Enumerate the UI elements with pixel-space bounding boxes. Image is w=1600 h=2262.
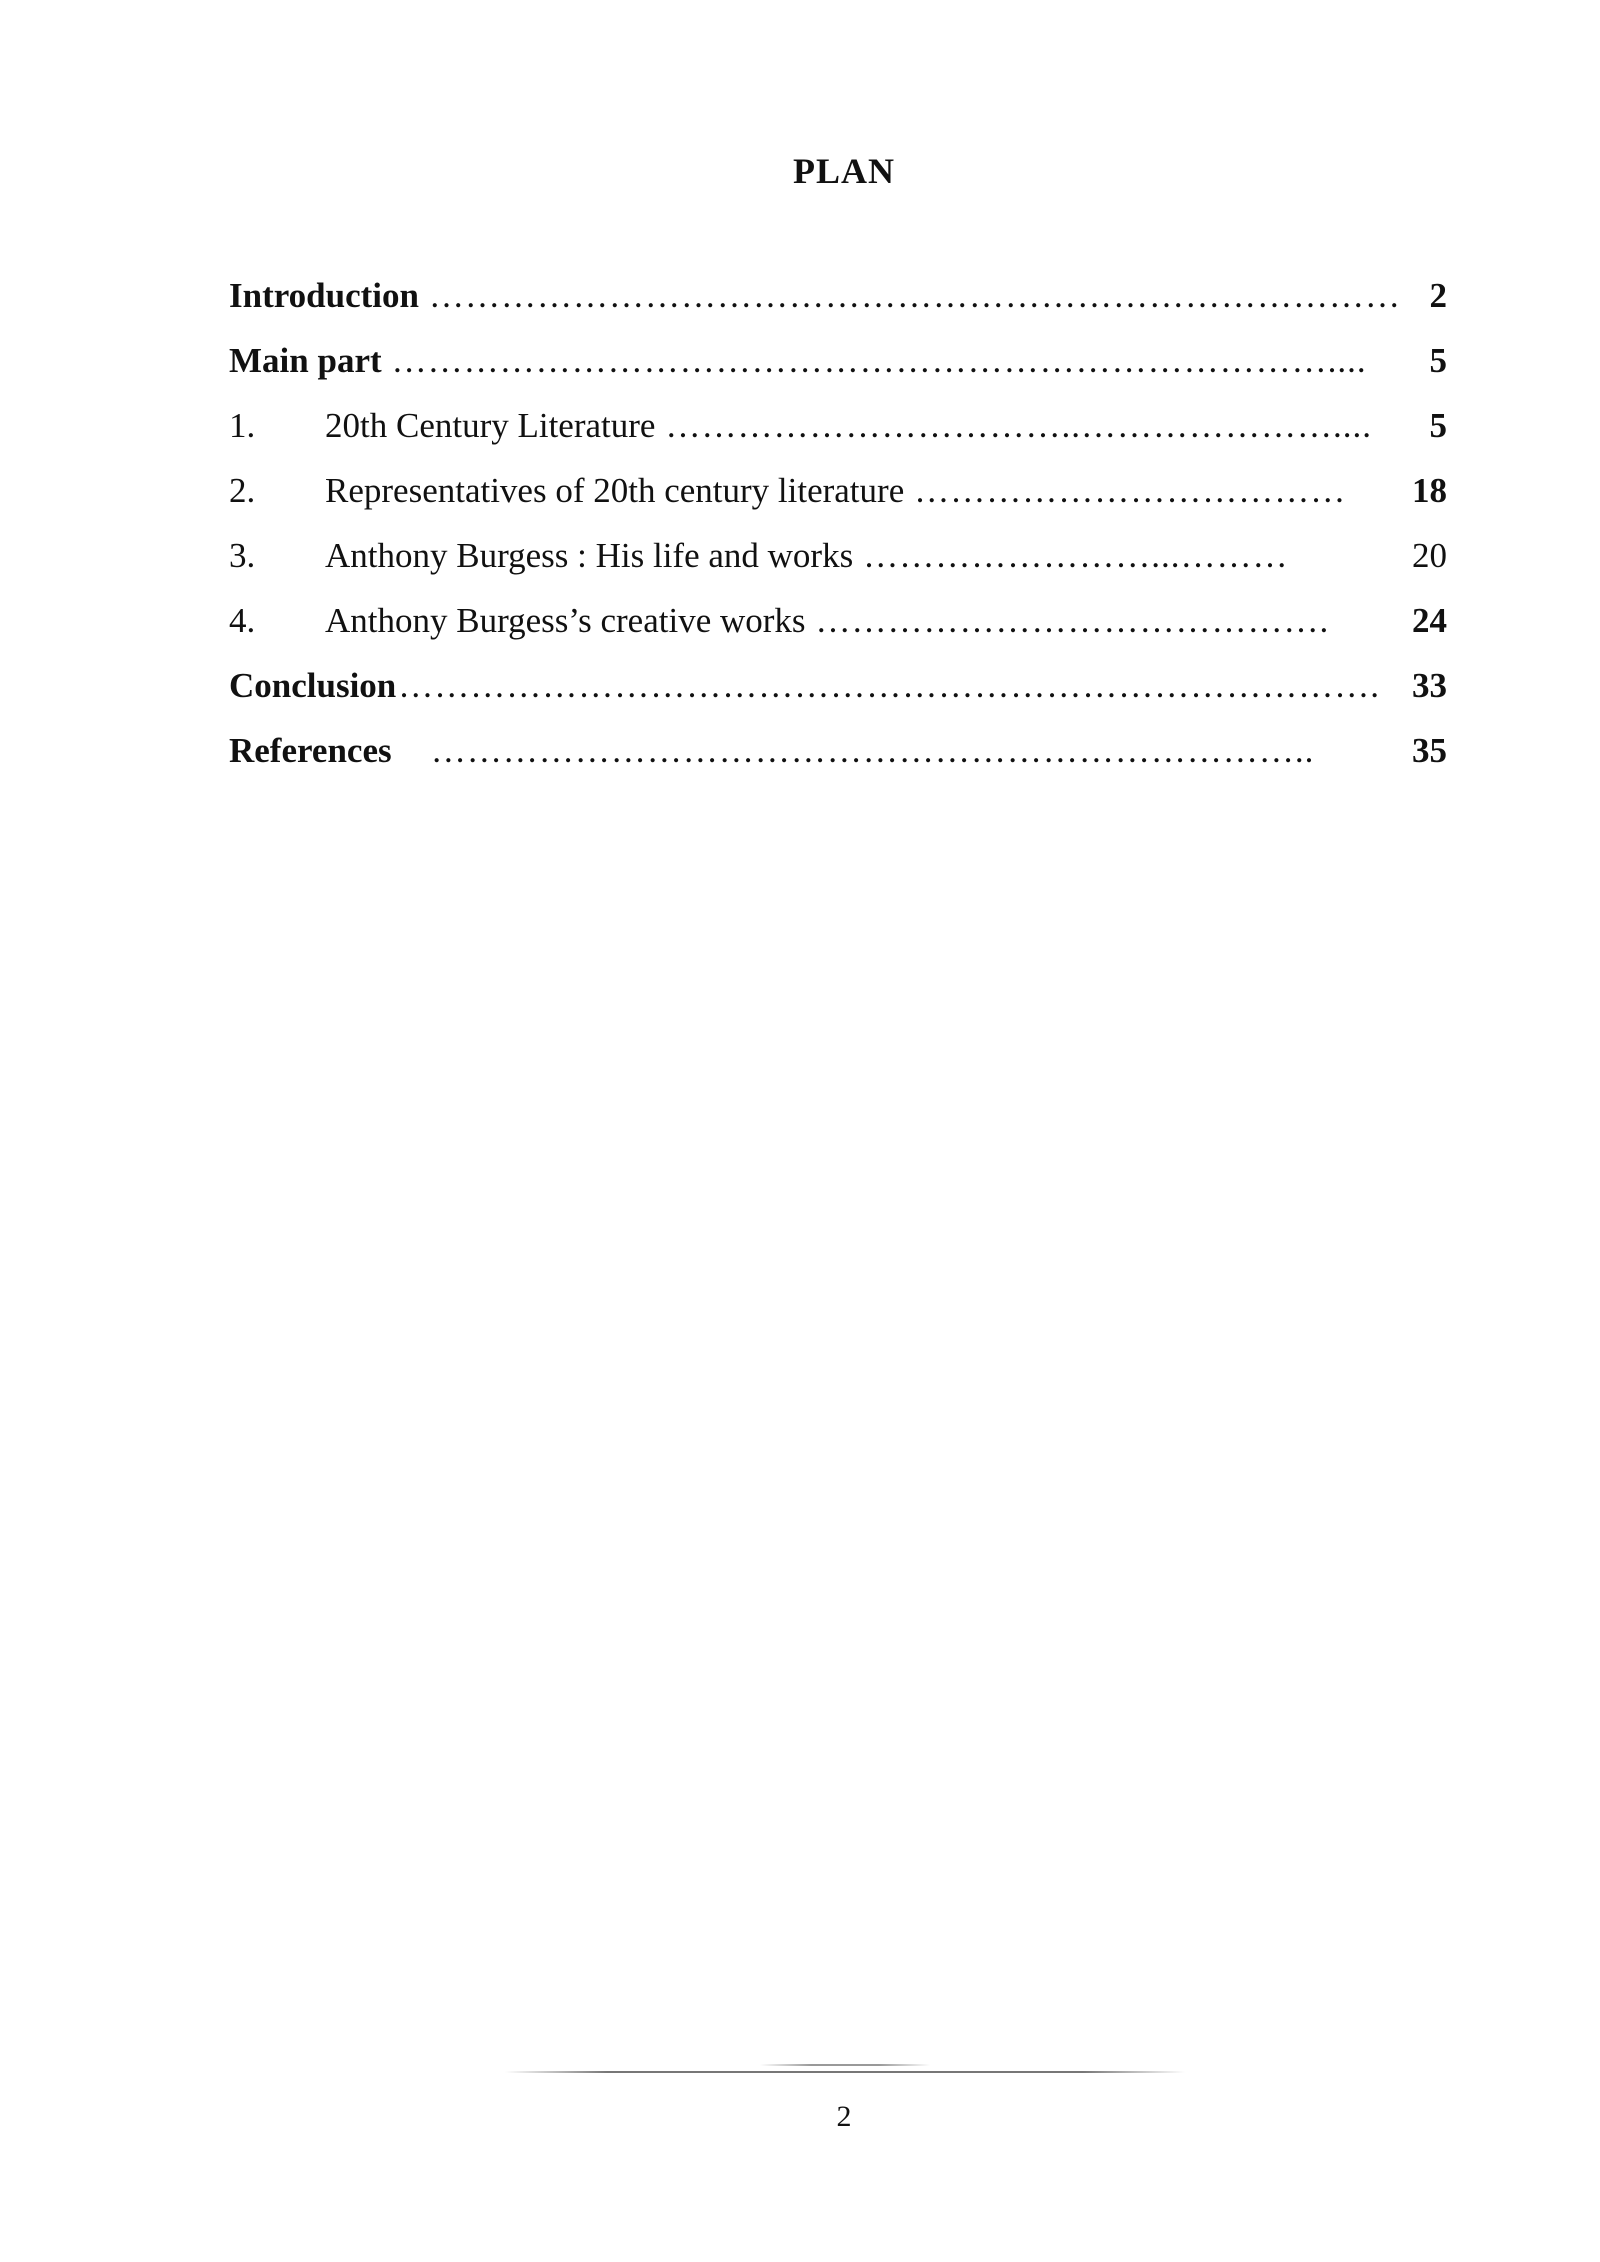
toc-entry-main-part[interactable] <box>229 341 1447 406</box>
table-of-contents <box>229 276 1447 796</box>
toc-entry-label: 20th Century Literature <box>325 406 656 445</box>
toc-page-number: 35 <box>1412 731 1447 770</box>
toc-entry-representatives[interactable] <box>229 471 1447 536</box>
toc-entry-number: 1. <box>229 406 256 445</box>
toc-page-number: 18 <box>1412 471 1447 510</box>
footer-divider <box>505 2071 1185 2073</box>
page-number: 2 <box>836 2100 852 2133</box>
toc-page-number: 33 <box>1412 666 1447 705</box>
toc-dot-leader: ……………………………………. <box>815 601 1330 640</box>
toc-entry-label: Anthony Burgess’s creative works <box>325 601 806 640</box>
toc-dot-leader: ………………………………………………………………………. <box>398 666 1381 705</box>
toc-entry-burgess-creative-works[interactable] <box>229 601 1447 666</box>
toc-entry-label: Conclusion <box>229 666 397 705</box>
toc-entry-burgess-life-works[interactable] <box>229 536 1447 601</box>
toc-entry-number: 3. <box>229 536 256 575</box>
page-title: PLAN <box>793 151 895 191</box>
toc-page-number: 5 <box>1429 341 1447 380</box>
toc-page-number: 2 <box>1429 276 1447 315</box>
toc-dot-leader: ……………………………………………………………….. <box>401 731 1315 770</box>
toc-entry-number: 2. <box>229 471 256 510</box>
toc-page-number: 5 <box>1429 406 1447 445</box>
toc-dot-leader: …………………………………………………………………….... <box>391 341 1367 380</box>
footer-divider-accent <box>760 2064 930 2066</box>
toc-entry-label: References <box>229 731 392 770</box>
toc-entry-references[interactable] <box>229 731 1447 796</box>
toc-dot-leader: ……………………...……… <box>863 536 1289 575</box>
toc-entry-conclusion[interactable] <box>229 666 1447 731</box>
toc-page-number: 24 <box>1412 601 1447 640</box>
toc-entry-number: 4. <box>229 601 256 640</box>
toc-dot-leader: ……………………………… <box>914 471 1347 510</box>
toc-page-number: 20 <box>1412 536 1447 575</box>
toc-entry-introduction[interactable] <box>229 276 1447 341</box>
toc-dot-leader: ……………………………………………………………………… <box>428 276 1401 315</box>
toc-entry-label: Introduction <box>229 276 419 315</box>
toc-entry-label: Main part <box>229 341 382 380</box>
toc-dot-leader: ……………………………..………………….... <box>665 406 1372 445</box>
toc-entry-label: Representatives of 20th century literature <box>325 471 905 510</box>
toc-entry-label: Anthony Burgess : His life and works <box>325 536 854 575</box>
toc-entry-20th-century-literature[interactable] <box>229 406 1447 471</box>
